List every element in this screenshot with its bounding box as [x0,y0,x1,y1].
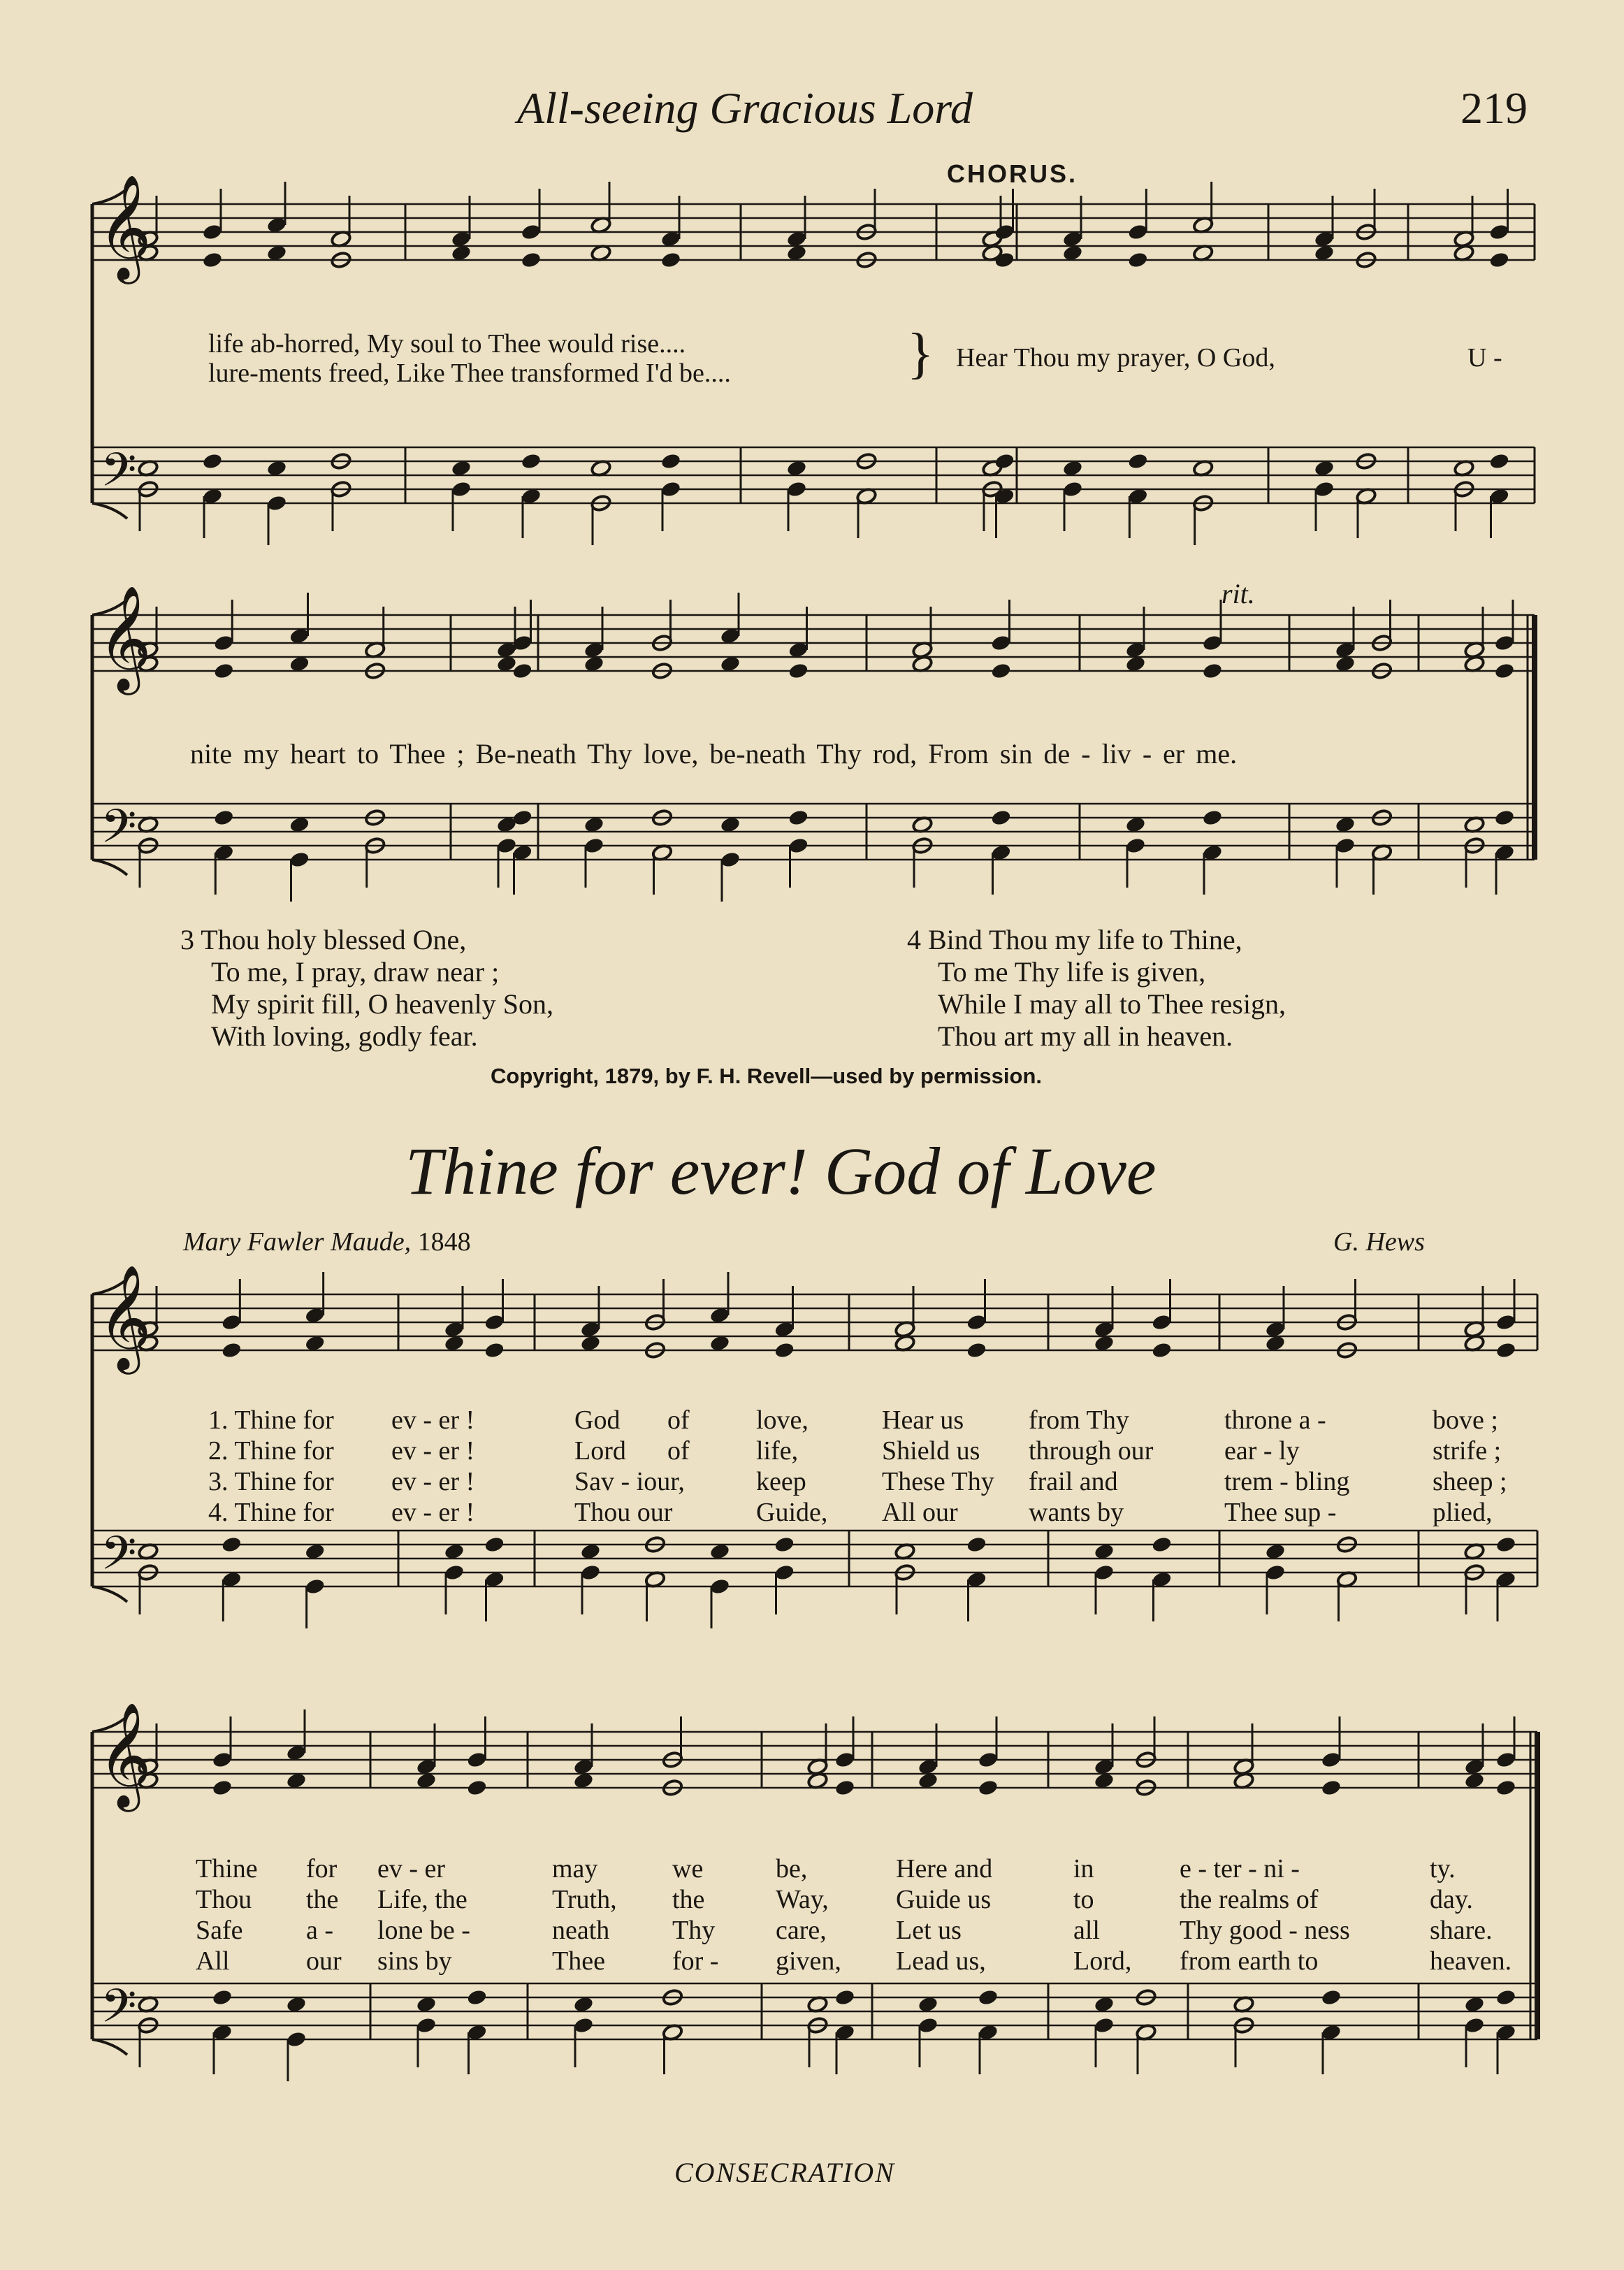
svg-text:𝄢: 𝄢 [101,1979,137,2044]
verse-syllable: Safe [196,1916,243,1945]
verse-syllable: Lord, [1073,1946,1132,1976]
verse-syllable: ev - er ! [391,1405,475,1435]
verse-syllable: Way, [776,1885,829,1914]
verse-syllable: the realms of [1180,1885,1319,1914]
category-footer: CONSECRATION [674,2157,895,2188]
verse-syllable: all [1073,1916,1100,1945]
verse-syllable: sheep ; [1433,1467,1507,1496]
verse-syllable: given, [776,1946,841,1976]
hymn1-chorus-lyric: Hear Thou my prayer, O God, [956,343,1275,373]
verse-syllable: 3. Thine for [208,1467,334,1496]
verse-syllable: to [1073,1885,1094,1914]
verse-syllable: Here and [896,1854,993,1884]
verse-syllable: Shield us [882,1436,980,1466]
verse-syllable: Guide, [756,1498,828,1527]
verse-syllable: for [306,1854,338,1884]
verse-syllable: Thee [552,1946,605,1976]
verse-syllable: ev - er ! [391,1436,475,1466]
hymn1-lyric-line1b: lure-ments freed, Like Thee transformed I'd be.... [208,359,731,388]
svg-text:𝄞: 𝄞 [98,1701,152,1807]
verse-syllable: Truth, [552,1885,617,1914]
verse-syllable: ev - er ! [391,1498,475,1527]
hymn1-lyric-end: U - [1467,343,1502,373]
verse-syllable: from Thy [1029,1405,1129,1435]
verse-syllable: 1. Thine for [208,1405,334,1435]
verse-syllable: neath [552,1916,610,1945]
verse-4-line: While I may all to Thee resign, [938,988,1286,1020]
verse-syllable: Thou our [574,1498,673,1527]
verse-syllable: trem - bling [1224,1467,1350,1496]
hymn1-lyric-line1a: life ab-horred, My soul to Thee would rise.... [208,329,686,359]
copyright-notice: Copyright, 1879, by F. H. Revell—used by permission. [491,1064,1043,1088]
verse-syllable: sins by [377,1946,452,1976]
svg-text:𝄞: 𝄞 [98,584,152,691]
verse-syllable: keep [756,1467,806,1496]
verse-4-line: To me Thy life is given, [938,956,1206,988]
verse-syllable: plied, [1433,1498,1493,1527]
verse-syllable: lone be - [377,1916,470,1945]
verse-syllable: the [306,1885,339,1914]
verse-syllable: Thine [196,1854,258,1884]
svg-text:𝄢: 𝄢 [101,1526,137,1591]
chorus-label: CHORUS. [947,159,1078,188]
verse-3-line: To me, I pray, draw near ; [211,956,500,988]
verse-syllable: All [196,1946,230,1976]
verse-syllable: These Thy [882,1467,994,1496]
verse-syllable: in [1073,1854,1094,1884]
verse-syllable: we [672,1854,704,1884]
verse-syllable: God [574,1405,621,1435]
verse-syllable: care, [776,1916,827,1945]
hymn1-lyric-line2: nite my heart to Thee ; Be-neath Thy love, be-neath Thy rod, From sin de - liv - er me. [190,738,1238,769]
verse-syllable: may [552,1854,598,1884]
verse-4-line: Thou art my all in heaven. [938,1020,1233,1052]
verse-syllable: All our [882,1498,958,1527]
verse-syllable: Thy [672,1916,716,1945]
verse-syllable: strife ; [1433,1436,1502,1466]
svg-text:𝄞: 𝄞 [98,173,152,280]
verse-syllable: ty. [1430,1854,1456,1884]
verse-syllable: Let us [896,1916,962,1945]
verse-syllable: Thy good - ness [1180,1916,1350,1945]
verse-syllable: frail and [1029,1467,1118,1496]
verse-3-line: 3 Thou holy blessed One, [180,924,467,955]
hymn-title: Thine for ever! God of Love [405,1134,1157,1208]
running-title: All-seeing Gracious Lord [517,83,973,133]
verse-syllable: of [667,1436,690,1466]
svg-text:𝄞: 𝄞 [98,1264,152,1370]
verse-syllable: Thee sup - [1224,1498,1337,1527]
lyric-brace: } [907,323,934,384]
verse-syllable: Life, the [377,1885,467,1914]
verse-4-line: 4 Bind Thou my life to Thine, [907,924,1242,955]
verse-syllable: be, [776,1854,808,1884]
verse-syllable: share. [1430,1916,1493,1945]
verse-syllable: Thou [196,1885,252,1914]
verse-syllable: Lord [574,1436,626,1466]
svg-text:𝄢: 𝄢 [101,800,137,865]
verse-syllable: of [667,1405,690,1435]
verse-syllable: throne a - [1224,1405,1326,1435]
verse-syllable: Sav - iour, [574,1467,685,1496]
verse-syllable: ev - er ! [391,1467,475,1496]
verse-syllable: e - ter - ni - [1180,1854,1300,1884]
verse-3-line: My spirit fill, O heavenly Son, [211,988,553,1020]
rit-marking: rit. [1221,578,1255,609]
svg-text:𝄢: 𝄢 [101,443,137,508]
verse-syllable: heaven. [1430,1946,1512,1976]
verse-syllable: through our [1029,1436,1154,1466]
verse-syllable: Guide us [896,1885,992,1914]
verse-syllable: from earth to [1180,1946,1319,1976]
verse-syllable: our [306,1946,342,1976]
verse-4 [907,924,1286,1053]
verse-syllable: 2. Thine for [208,1436,334,1466]
verse-syllable: 4. Thine for [208,1498,334,1527]
verse-syllable: wants by [1029,1498,1124,1527]
hymn-author [183,1227,471,1257]
verse-syllable: the [672,1885,705,1914]
verse-syllable: Hear us [882,1405,964,1435]
verse-3 [180,924,553,1053]
verse-syllable: life, [756,1436,799,1466]
author-year: 1848 [417,1227,471,1257]
verse-syllable: Lead us, [896,1946,986,1976]
verse-syllable: day. [1430,1885,1473,1914]
verse-syllable: a - [306,1916,334,1945]
verse-syllable: bove ; [1433,1405,1498,1435]
verse-syllable: for - [672,1946,719,1976]
verse-syllable: ev - er [377,1854,446,1884]
author-name: Mary Fawler Maude, [183,1227,412,1257]
verse-syllable: love, [756,1405,809,1435]
hymn-composer: G. Hews [1333,1227,1425,1257]
page-number: 219 [1460,83,1528,133]
verse-3-line: With loving, godly fear. [211,1020,478,1052]
verse-syllable: ear - ly [1224,1436,1300,1466]
